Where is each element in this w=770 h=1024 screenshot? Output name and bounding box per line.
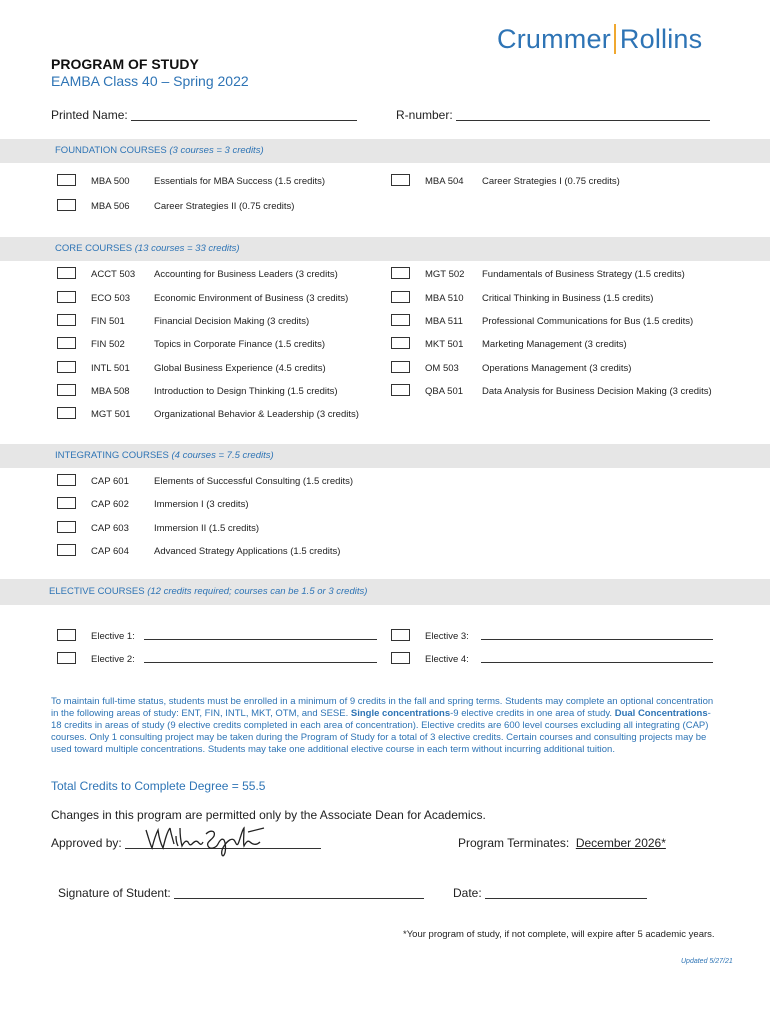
elective-4-line[interactable]: [481, 650, 713, 663]
foundation-label: FOUNDATION COURSES: [55, 145, 167, 156]
course-checkbox[interactable]: [57, 361, 76, 373]
course-code: MBA 500: [91, 176, 130, 187]
date-label: Date:: [453, 886, 482, 900]
course-name: Data Analysis for Business Decision Making (3 credits): [482, 386, 712, 397]
elective-3-label: Elective 3:: [425, 631, 469, 642]
elective-3-checkbox[interactable]: [391, 629, 410, 641]
course-code: MBA 506: [91, 201, 130, 212]
course-name: Immersion I (3 credits): [154, 499, 249, 510]
course-name: Financial Decision Making (3 credits): [154, 316, 310, 327]
course-code: MGT 501: [91, 409, 131, 420]
course-code: OM 503: [425, 363, 459, 374]
student-signature-field[interactable]: [58, 886, 424, 900]
course-code: ACCT 503: [91, 269, 136, 280]
course-name: Fundamentals of Business Strategy (1.5 credits): [482, 269, 685, 280]
elective-section-header: [0, 579, 770, 605]
course-checkbox[interactable]: [57, 407, 76, 419]
course-code: MBA 504: [425, 176, 464, 187]
course-name: Topics in Corporate Finance (1.5 credits): [154, 339, 326, 350]
course-checkbox[interactable]: [391, 267, 410, 279]
r-number-line[interactable]: [456, 108, 710, 121]
course-code: MBA 510: [425, 293, 464, 304]
course-checkbox[interactable]: [57, 384, 76, 396]
r-number-label: R-number:: [396, 108, 453, 122]
logo-rollins: Rollins: [619, 24, 703, 54]
integrating-note: (4 courses = 7.5 credits): [171, 450, 274, 461]
course-name: Professional Communications for Bus (1.5 credits): [482, 316, 694, 327]
elective-2-line[interactable]: [144, 650, 377, 663]
integrating-section-header: [0, 444, 770, 468]
elective-2-label: Elective 2:: [91, 654, 135, 665]
policy-text-2: -9 elective credits in one area of study.: [450, 708, 615, 719]
approved-by-label: Approved by:: [51, 836, 122, 850]
course-checkbox[interactable]: [391, 337, 410, 349]
crummer-rollins-logo: [497, 24, 702, 55]
course-name: Global Business Experience (4.5 credits): [154, 363, 326, 374]
course-name: Career Strategies II (0.75 credits): [154, 201, 295, 212]
course-checkbox[interactable]: [391, 314, 410, 326]
updated-date: Updated 5/27/21: [681, 958, 733, 965]
course-name: Organizational Behavior & Leadership (3 credits): [154, 409, 359, 420]
policy-text-1: To maintain full-time status, students must be enrolled in a minimum of 9 credits in the fall and spring terms. Students may complete an optional concentration in the following areas of study: ENT, FIN, INTL, MKT, OTM, and SESE.: [51, 696, 714, 719]
dual-concentrations-label: Dual Concentrations: [614, 708, 708, 719]
course-name: Essentials for MBA Success (1.5 credits): [154, 176, 326, 187]
course-name: Critical Thinking in Business (1.5 credits): [482, 293, 654, 304]
program-terminates-date: December 2026*: [575, 836, 666, 850]
elective-1-label: Elective 1:: [91, 631, 135, 642]
course-code: CAP 601: [91, 476, 129, 487]
printed-name-field[interactable]: [51, 108, 357, 122]
logo-divider: [614, 24, 616, 54]
course-checkbox[interactable]: [57, 267, 76, 279]
policy-text-3: -18 credits in areas of study (9 elective credits completed in each area of concentration). Elective credits are 600 level courses excluding all integrating (CAP) courses. Only 1 consulting project may be taken during the Program of Study for a total of 3 elective credits. Certain courses and consulting projects may be used toward multiple concentrations. Students may take one additional elective course in each term without incurring additional tuition.: [51, 708, 711, 755]
course-checkbox[interactable]: [57, 291, 76, 303]
course-name: Economic Environment of Business (3 credits): [154, 293, 349, 304]
elective-1-line[interactable]: [144, 627, 377, 640]
core-section-header: [0, 237, 770, 261]
course-checkbox[interactable]: [57, 199, 76, 211]
course-checkbox[interactable]: [391, 384, 410, 396]
program-terminates-label: Program Terminates:: [458, 836, 570, 850]
course-code: MGT 502: [425, 269, 465, 280]
date-field[interactable]: [453, 886, 647, 900]
course-checkbox[interactable]: [391, 174, 410, 186]
course-code: MKT 501: [425, 339, 464, 350]
single-concentrations-label: Single concentrations: [350, 708, 451, 719]
policy-paragraph: [51, 696, 721, 756]
course-checkbox[interactable]: [57, 544, 76, 556]
integrating-label: INTEGRATING COURSES: [55, 450, 169, 461]
elective-label: ELECTIVE COURSES: [49, 586, 145, 597]
elective-4-label: Elective 4:: [425, 654, 469, 665]
course-checkbox[interactable]: [57, 314, 76, 326]
logo-crummer: Crummer: [497, 24, 611, 54]
elective-note: (12 credits required; courses can be 1.5 or 3 credits): [147, 586, 368, 597]
course-code: MBA 511: [425, 316, 463, 327]
r-number-field[interactable]: [396, 108, 710, 122]
course-code: INTL 501: [91, 363, 130, 374]
student-signature-line[interactable]: [174, 886, 424, 899]
course-code: CAP 603: [91, 523, 129, 534]
elective-1-checkbox[interactable]: [57, 629, 76, 641]
expiration-footnote: *Your program of study, if not complete, will expire after 5 academic years.: [403, 929, 715, 940]
course-code: FIN 501: [91, 316, 125, 327]
course-name: Elements of Successful Consulting (1.5 credits): [154, 476, 354, 487]
course-code: CAP 602: [91, 499, 129, 510]
course-name: Accounting for Business Leaders (3 credits): [154, 269, 338, 280]
elective-4-checkbox[interactable]: [391, 652, 410, 664]
course-checkbox[interactable]: [57, 521, 76, 533]
course-code: CAP 604: [91, 546, 129, 557]
core-label: CORE COURSES: [55, 243, 133, 254]
elective-3-line[interactable]: [481, 627, 713, 640]
course-name: Operations Management (3 credits): [482, 363, 632, 374]
total-credits: Total Credits to Complete Degree = 55.5: [51, 779, 266, 793]
course-name: Immersion II (1.5 credits): [154, 523, 260, 534]
program-terminates-field: [458, 836, 666, 850]
course-name: Career Strategies I (0.75 credits): [482, 176, 620, 187]
course-name: Advanced Strategy Applications (1.5 credits): [154, 546, 341, 557]
course-checkbox[interactable]: [391, 291, 410, 303]
changes-notice: Changes in this program are permitted only by the Associate Dean for Academics.: [51, 808, 486, 822]
course-code: FIN 502: [91, 339, 125, 350]
course-code: MBA 508: [91, 386, 130, 397]
foundation-note: (3 courses = 3 credits): [169, 145, 264, 156]
course-checkbox[interactable]: [57, 497, 76, 509]
printed-name-label: Printed Name:: [51, 108, 128, 122]
course-checkbox[interactable]: [57, 337, 76, 349]
date-line[interactable]: [485, 886, 647, 899]
student-signature-label: Signature of Student:: [58, 886, 171, 900]
page-title: PROGRAM OF STUDY: [51, 56, 199, 72]
course-checkbox[interactable]: [57, 474, 76, 486]
elective-2-checkbox[interactable]: [57, 652, 76, 664]
course-name: Marketing Management (3 credits): [482, 339, 627, 350]
approver-signature: [140, 822, 270, 858]
course-code: QBA 501: [425, 386, 464, 397]
course-checkbox[interactable]: [57, 174, 76, 186]
foundation-section-header: [0, 139, 770, 163]
core-note: (13 courses = 33 credits): [134, 243, 240, 254]
course-checkbox[interactable]: [391, 361, 410, 373]
printed-name-line[interactable]: [131, 108, 357, 121]
course-name: Introduction to Design Thinking (1.5 credits): [154, 386, 338, 397]
course-code: ECO 503: [91, 293, 131, 304]
page-subtitle: EAMBA Class 40 – Spring 2022: [51, 73, 249, 89]
